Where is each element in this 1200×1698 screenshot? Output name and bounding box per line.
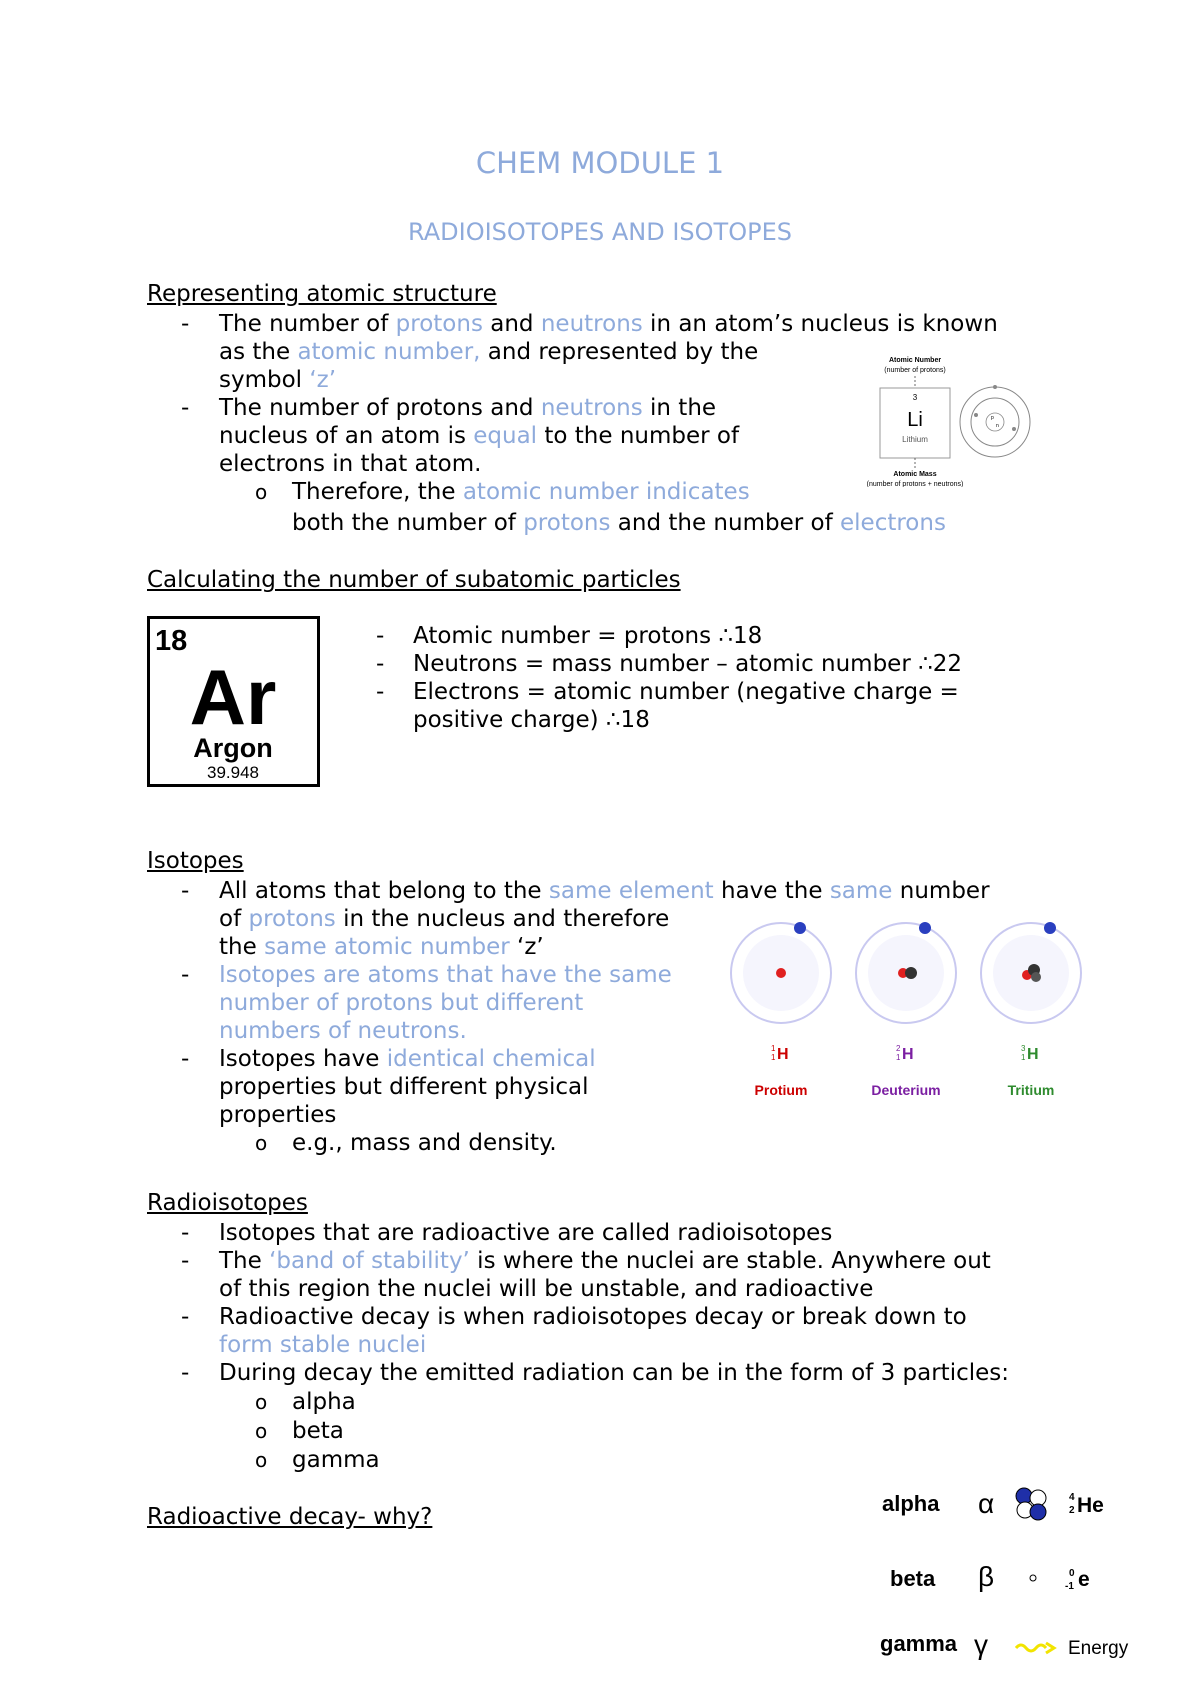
nucleus xyxy=(986,413,1004,431)
heading-radioisotopes: Radioisotopes xyxy=(147,1190,308,1216)
argon-mass: 39.948 xyxy=(207,763,259,782)
proton xyxy=(776,968,786,978)
dash-bullet: - xyxy=(181,1304,190,1330)
figure-atomic-mass-sub: (number of protons + neutrons) xyxy=(866,481,964,487)
gamma-arrow-icon xyxy=(1046,1643,1054,1653)
s4-line-4: Radioactive decay is when radioisotopes decay or break down to xyxy=(219,1304,967,1330)
dash-bullet: - xyxy=(376,651,385,677)
argon-atomic-number: 18 xyxy=(155,625,188,657)
inner-shell xyxy=(971,398,1019,446)
svg-text:3: 3 xyxy=(1021,1044,1026,1053)
s3-line-7: Isotopes have identical chemical xyxy=(219,1046,596,1072)
heading-isotopes: Isotopes xyxy=(147,848,244,874)
gamma-label: gamma xyxy=(880,1631,958,1656)
svg-text:Deuterium: Deuterium xyxy=(871,1082,941,1098)
s4-line-2: The ‘band of stability’ is where the nuclei are stable. Anywhere out xyxy=(219,1248,991,1274)
beta-mass-number: 0 xyxy=(1069,1568,1075,1579)
s4-line-6: During decay the emitted radiation can be in the form of 3 particles: xyxy=(219,1360,1009,1386)
svg-text:Tritium: Tritium xyxy=(1007,1082,1055,1098)
figure-symbol: Li xyxy=(907,409,923,431)
svg-text:1: 1 xyxy=(771,1053,776,1062)
electron xyxy=(1012,427,1016,431)
dash-bullet: - xyxy=(181,1248,190,1274)
s1-line-6: electrons in that atom. xyxy=(219,451,482,477)
circle-bullet: o xyxy=(255,1419,268,1443)
circle-bullet: o xyxy=(255,480,268,504)
s3-line-4: Isotopes are atoms that have the same xyxy=(219,962,672,988)
isotope-label-deuterium xyxy=(871,1044,940,1098)
svg-text:1: 1 xyxy=(1021,1053,1026,1062)
svg-text:2: 2 xyxy=(896,1044,901,1053)
list-item-gamma: gamma xyxy=(292,1447,380,1473)
svg-text:H: H xyxy=(1027,1046,1039,1063)
heading-radioactive-decay-why: Radioactive decay- why? xyxy=(147,1504,433,1530)
s2-bullet-2: Neutrons = mass number – atomic number ∴22 xyxy=(413,651,963,677)
s3-line-5: number of protons but different xyxy=(219,990,584,1016)
alpha-nuclide-symbol: He xyxy=(1077,1494,1104,1517)
s3-line-10: e.g., mass and density. xyxy=(292,1130,557,1156)
isotope-label-tritium xyxy=(1008,1044,1055,1098)
s1-line-2: as the atomic number, and represented by the xyxy=(219,339,759,365)
alpha-label: alpha xyxy=(882,1491,940,1516)
circle-bullet: o xyxy=(255,1131,268,1155)
s2-bullet-3-cont: positive charge) ∴18 xyxy=(413,707,650,733)
radiation-types-figure xyxy=(870,1482,1170,1672)
dash-bullet: - xyxy=(181,1220,190,1246)
argon-symbol: Ar xyxy=(189,653,277,741)
list-item-beta: beta xyxy=(292,1418,344,1444)
dash-bullet: - xyxy=(181,311,190,337)
dash-bullet: - xyxy=(181,878,190,904)
lithium-atom-figure xyxy=(850,352,1040,487)
beta-particle-icon xyxy=(1030,1575,1036,1581)
figure-name: Lithium xyxy=(902,435,928,444)
gamma-energy-label: Energy xyxy=(1068,1638,1129,1659)
svg-text:1: 1 xyxy=(896,1053,901,1062)
hydrogen-isotopes-figure xyxy=(720,918,1100,1108)
heading-atomic-structure: Representing atomic structure xyxy=(147,281,497,307)
s1-line-5: nucleus of an atom is equal to the number of xyxy=(219,423,740,449)
neutron xyxy=(905,967,917,979)
beta-nuclide-symbol: e xyxy=(1078,1568,1090,1591)
svg-text:1: 1 xyxy=(771,1044,776,1053)
gamma-wave-icon xyxy=(1016,1645,1046,1651)
figure-atomic-number-sub: (number of protons) xyxy=(884,367,946,374)
s4-line-5: form stable nuclei xyxy=(219,1332,427,1358)
gamma-symbol: γ xyxy=(974,1629,988,1660)
s3-line-2: of protons in the nucleus and therefore xyxy=(219,906,670,932)
nucleus-proton: p xyxy=(991,415,994,421)
dash-bullet: - xyxy=(376,679,385,705)
dash-bullet: - xyxy=(181,1046,190,1072)
nucleus-neutron: n xyxy=(996,423,999,429)
figure-atomic-mass-label: Atomic Mass xyxy=(893,471,937,478)
s2-bullet-3: Electrons = atomic number (negative charge = xyxy=(413,679,959,705)
svg-text:H: H xyxy=(902,1046,914,1063)
alpha-mass-number: 4 xyxy=(1069,1492,1075,1503)
electron xyxy=(974,413,978,417)
figure-number: 3 xyxy=(912,393,918,402)
electron xyxy=(794,922,806,934)
dash-bullet: - xyxy=(376,623,385,649)
dash-bullet: - xyxy=(181,395,190,421)
isotope-label-protium xyxy=(755,1044,808,1098)
electron xyxy=(993,385,997,389)
circle-bullet: o xyxy=(255,1390,268,1414)
s4-line-1: Isotopes that are radioactive are called radioisotopes xyxy=(219,1220,833,1246)
dash-bullet: - xyxy=(181,962,190,988)
argon-element-tile xyxy=(147,616,321,788)
s3-line-1: All atoms that belong to the same element have the same number xyxy=(219,878,990,904)
s3-line-3: the same atomic number ‘z’ xyxy=(219,934,544,960)
beta-symbol: β xyxy=(978,1561,995,1592)
s1-line-4: The number of protons and neutrons in the xyxy=(219,395,717,421)
svg-text:Protium: Protium xyxy=(754,1082,808,1098)
s1-line-7: Therefore, the atomic number indicates xyxy=(292,479,750,505)
neutron xyxy=(1031,972,1041,982)
svg-text:H: H xyxy=(777,1046,789,1063)
s4-line-3: of this region the nuclei will be unstable, and radioactive xyxy=(219,1276,874,1302)
circle-bullet: o xyxy=(255,1448,268,1472)
s3-line-8: properties but different physical xyxy=(219,1074,589,1100)
electron xyxy=(919,922,931,934)
page-title: CHEM MODULE 1 xyxy=(475,146,725,180)
alpha-atomic-number: 2 xyxy=(1069,1505,1075,1516)
s3-line-9: properties xyxy=(219,1102,337,1128)
s2-bullet-1: Atomic number = protons ∴18 xyxy=(413,623,763,649)
beta-label: beta xyxy=(890,1566,936,1591)
alpha-particle-icon xyxy=(1030,1504,1046,1520)
beta-charge-number: -1 xyxy=(1065,1581,1074,1592)
alpha-symbol: α xyxy=(978,1488,995,1519)
argon-name: Argon xyxy=(193,733,273,763)
page-subtitle: RADIOISOTOPES AND ISOTOPES xyxy=(408,218,792,246)
electron xyxy=(1044,922,1056,934)
s1-line-8: both the number of protons and the number of electrons xyxy=(292,510,946,536)
dash-bullet: - xyxy=(181,1360,190,1386)
heading-subatomic-particles: Calculating the number of subatomic particles xyxy=(147,567,681,593)
s1-line-1: The number of protons and neutrons in an atom’s nucleus is known xyxy=(219,311,998,337)
list-item-alpha: alpha xyxy=(292,1389,356,1415)
s1-line-3: symbol ‘z’ xyxy=(219,367,337,393)
figure-atomic-number-label: Atomic Number xyxy=(888,357,942,364)
s3-line-6: numbers of neutrons. xyxy=(219,1018,467,1044)
